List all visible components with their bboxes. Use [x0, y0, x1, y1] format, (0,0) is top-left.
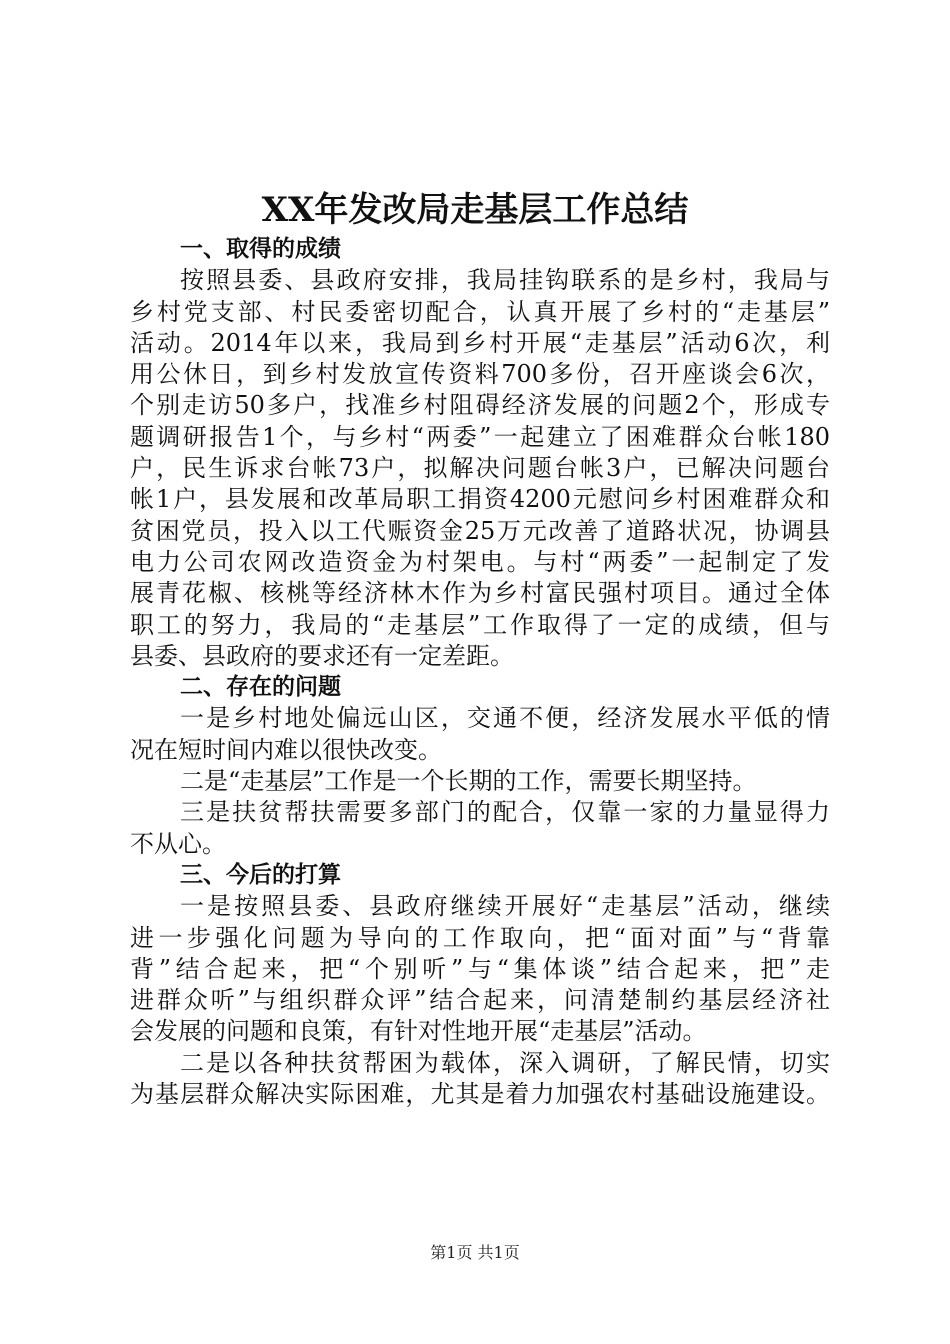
paragraph-line: 一是按照县委、县政府继续开展好“走基层”活动，继续 [180, 892, 830, 921]
paragraph-line: 三是扶贫帮扶需要多部门的配合，仅靠一家的力量显得力 [180, 798, 830, 827]
section-heading: 三、今后的打算 [180, 861, 341, 888]
paragraph-line: 职工的努力，我局的“走基层”工作取得了一定的成绩，但与 [130, 610, 830, 639]
paragraph-line: 贫困党员，投入以工代赈资金25万元改善了道路状况，协调县 [130, 516, 830, 545]
paragraph-line: 乡村党支部、村民委密切配合，认真开展了乡村的“走基层” [130, 297, 830, 326]
paragraph-line: 帐1户，县发展和改革局职工捐资4200元慰问乡村困难群众和 [130, 485, 830, 514]
paragraph-line: 会发展的问题和良策，有针对性地开展“走基层”活动。 [130, 1017, 707, 1046]
document-body [130, 234, 830, 1110]
paragraph-line: 二是以各种扶贫帮困为载体，深入调研，了解民情，切实 [180, 1048, 830, 1077]
paragraph-line: 况在短时间内难以很快改变。 [130, 735, 442, 764]
paragraph-line: 背”结合起来，把“个别听”与“集体谈”结合起来，把”走 [130, 954, 830, 983]
paragraph-line: 不从心。 [130, 829, 226, 858]
paragraph-line: 县委、县政府的要求还有一定差距。 [130, 641, 514, 670]
paragraph-line: 一是乡村地处偏远山区，交通不便，经济发展水平低的情 [180, 704, 830, 733]
paragraph-line: 用公休日，到乡村发放宣传资料700多份，召开座谈会6次， [130, 360, 830, 389]
section-heading: 二、存在的问题 [180, 674, 341, 701]
page-footer: 第1页 共1页 [430, 1243, 520, 1262]
paragraph-line: 展青花椒、核桃等经济林木作为乡村富民强村项目。通过全体 [130, 579, 830, 608]
paragraph-line: 电力公司农网改造资金为村架电。与村“两委”一起制定了发 [130, 547, 830, 576]
paragraph-line: 活动。2014年以来，我局到乡村开展“走基层”活动6次，利 [130, 328, 830, 357]
paragraph-line: 进群众听”与组织群众评”结合起来，问清楚制约基层经济社 [130, 986, 830, 1015]
paragraph-line: 进一步强化问题为导向的工作取向，把“面对面”与“背靠 [130, 923, 830, 952]
document-title: XX年发改局走基层工作总结 [261, 190, 689, 230]
paragraph-line: 题调研报告1个，与乡村“两委”一起建立了困难群众台帐180 [130, 422, 830, 451]
paragraph-line: 按照县委、县政府安排，我局挂钩联系的是乡村，我局与 [180, 266, 830, 295]
paragraph-line: 为基层群众解决实际困难，尤其是着力加强农村基础设施建设。 [130, 1080, 830, 1109]
section-heading: 一、取得的成绩 [180, 236, 341, 262]
paragraph-line: 个别走访50多户，找准乡村阻碍经济发展的问题2个，形成专 [130, 391, 830, 420]
paragraph-line: 户，民生诉求台帐73户，拟解决问题台帐3户，已解决问题台 [130, 454, 830, 483]
paragraph-line: 二是“走基层”工作是一个长期的工作，需要长期坚持。 [180, 767, 757, 796]
